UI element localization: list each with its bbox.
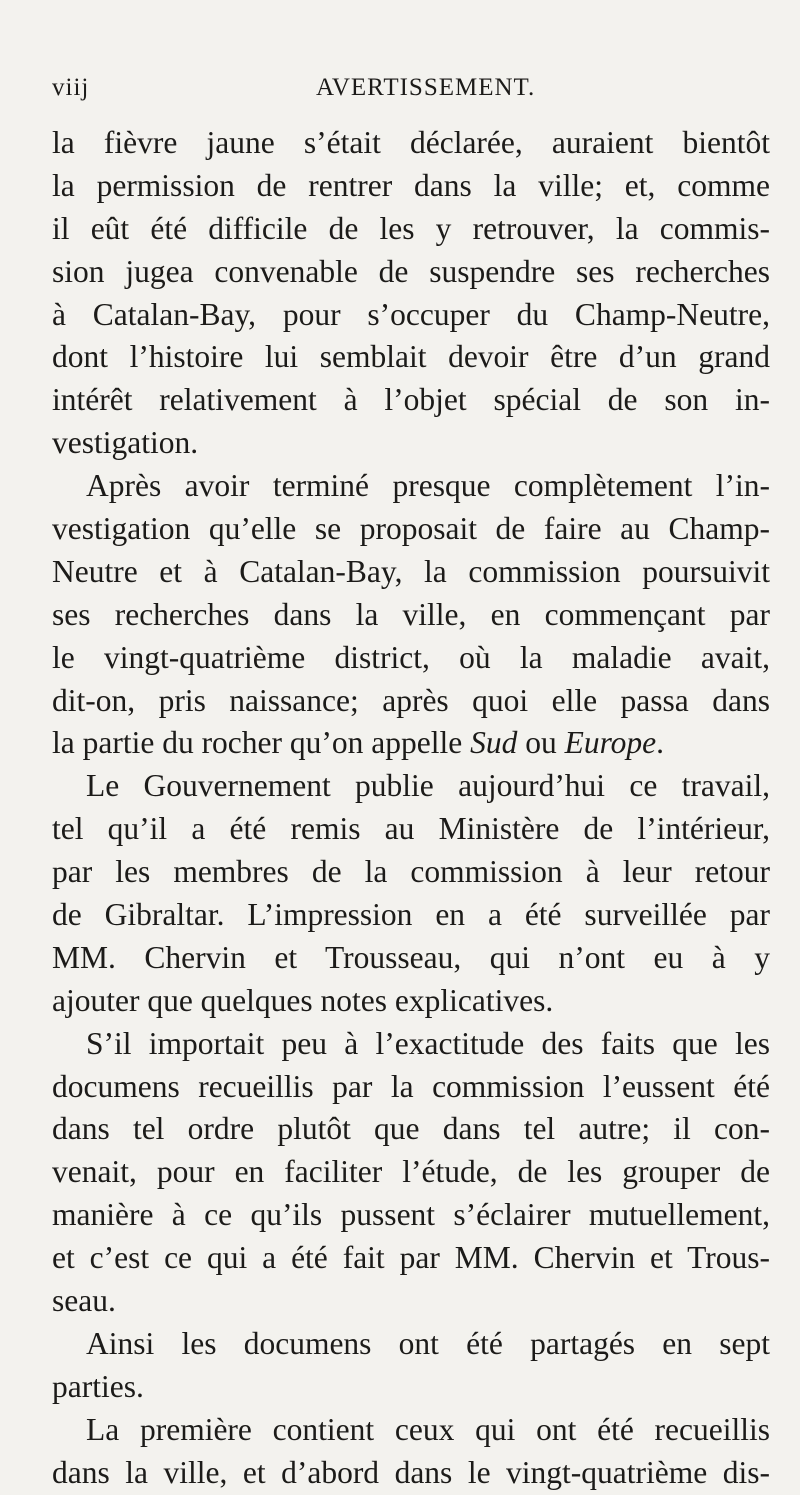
- text-line: documens recueillis par la commission l’eussent été: [52, 1068, 770, 1104]
- text-line: Neutre et à Catalan-Bay, la commission poursuivit: [52, 553, 770, 589]
- text-line-with-italics: [52, 722, 770, 765]
- text-line: la permission de rentrer dans la ville; et, comme: [52, 167, 770, 203]
- text-line: MM. Chervin et Trousseau, qui n’ont eu à y: [52, 939, 770, 975]
- italic-term-europe: Europe: [564, 725, 657, 761]
- text-line: parties.: [52, 1368, 144, 1404]
- text-line: et c’est ce qui a été fait par MM. Chervin et Trous-: [52, 1240, 770, 1276]
- running-head: [52, 74, 772, 114]
- text-line: dans tel ordre plutôt que dans tel autre; il con-: [52, 1111, 770, 1147]
- body-text: [52, 122, 770, 1495]
- line-segment: ou: [517, 725, 565, 761]
- text-line: manière à ce qu’ils pussent s’éclairer mutuellement,: [52, 1197, 770, 1233]
- text-line: dans la ville, et d’abord dans le vingt-quatrième dis-: [52, 1454, 770, 1490]
- text-line: il eût été difficile de les y retrouver, la commis-: [52, 210, 770, 246]
- text-line: S’il importait peu à l’exactitude des faits que les: [86, 1025, 770, 1061]
- text-line: de Gibraltar. L’impression en a été surveillée par: [52, 897, 770, 933]
- text-line: intérêt relativement à l’objet spécial de son in-: [52, 382, 770, 418]
- text-line: ses recherches dans la ville, en commençant par: [52, 596, 770, 632]
- text-line: Ainsi les documens ont été partagés en sept: [86, 1325, 770, 1361]
- text-line: seau.: [52, 1283, 116, 1319]
- text-line: Le Gouvernement publie aujourd’hui ce travail,: [86, 768, 770, 804]
- text-line: ajouter que quelques notes explicatives.: [52, 982, 554, 1018]
- running-title: AVERTISSEMENT.: [316, 74, 536, 101]
- text-line: tel qu’il a été remis au Ministère de l’intérieur,: [52, 811, 770, 847]
- text-line: venait, pour en faciliter l’étude, de les grouper de: [52, 1154, 770, 1190]
- text-line: vestigation.: [52, 425, 199, 461]
- text-line: Après avoir terminé presque complètement l’in-: [86, 468, 770, 504]
- text-line: vestigation qu’elle se proposait de faire au Champ-: [52, 511, 770, 547]
- text-line: sion jugea convenable de suspendre ses recherches: [52, 253, 770, 289]
- line-segment: la partie du rocher qu’on appelle: [52, 725, 471, 761]
- text-line: par les membres de la commission à leur retour: [52, 854, 770, 890]
- text-line: la fièvre jaune s’était déclarée, auraient bientôt: [52, 125, 770, 160]
- italic-term-sud: Sud: [470, 725, 518, 761]
- page-number: viij: [52, 74, 90, 101]
- text-line: dit-on, pris naissance; après quoi elle passa dans: [52, 682, 770, 718]
- text-line: dont l’histoire lui semblait devoir être d’un grand: [52, 339, 770, 375]
- text-line: le vingt-quatrième district, où la maladie avait,: [52, 639, 770, 675]
- line-segment: .: [656, 725, 665, 761]
- text-line: La première contient ceux qui ont été recueillis: [86, 1411, 770, 1447]
- text-line: à Catalan-Bay, pour s’occuper du Champ-Neutre,: [52, 296, 770, 332]
